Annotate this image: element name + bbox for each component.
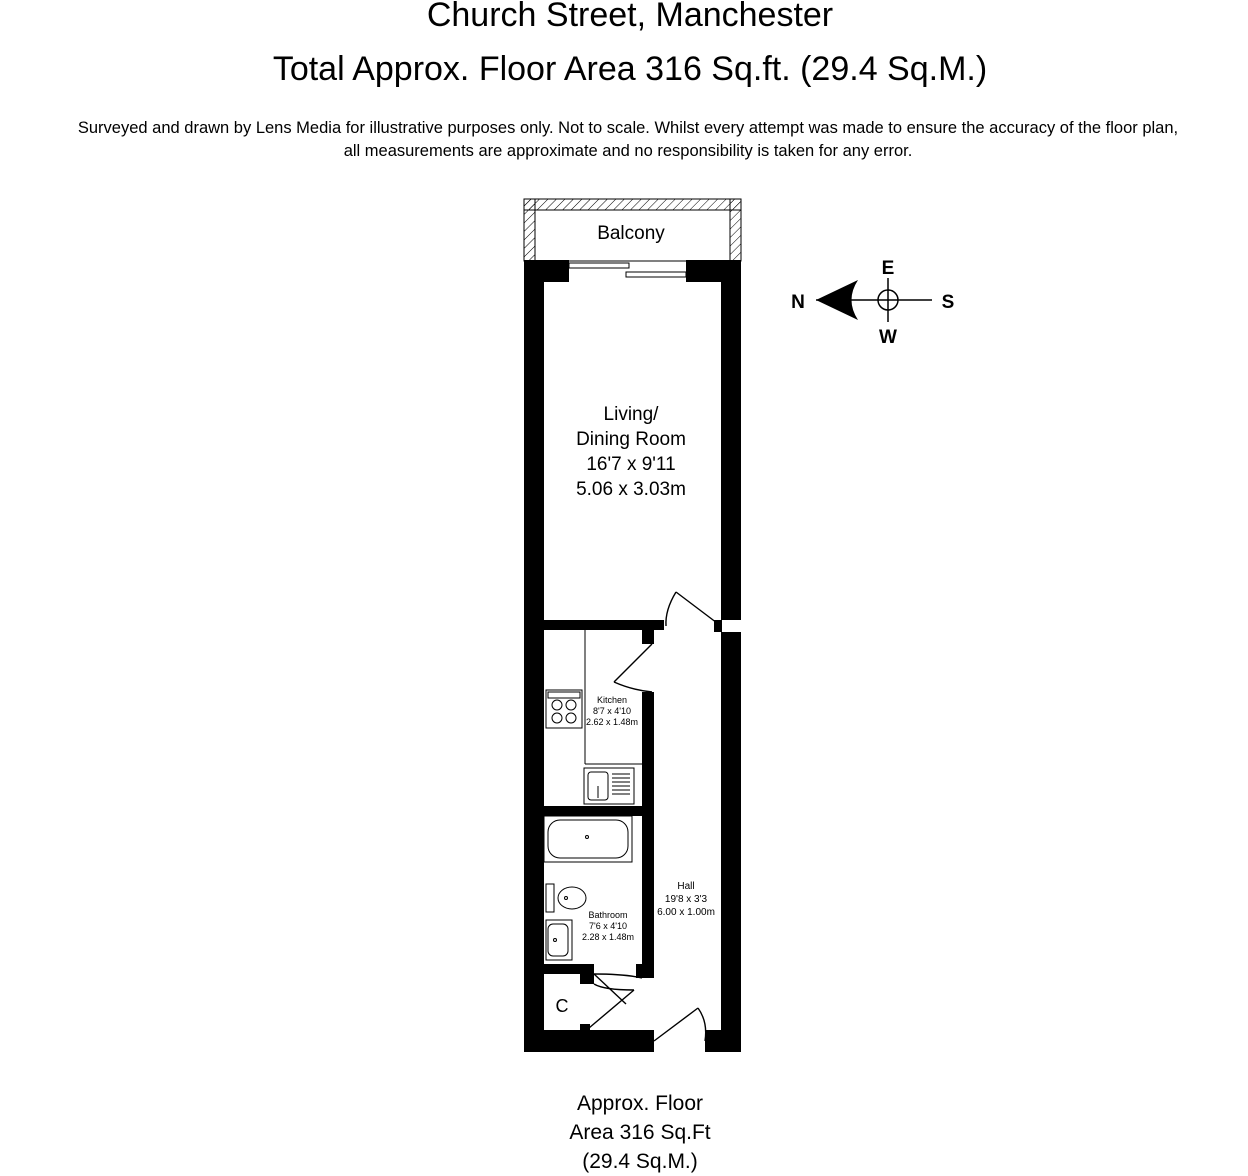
balcony xyxy=(524,199,741,261)
hall-dimensions-metric: 6.00 x 1.00m xyxy=(657,907,715,918)
bathroom-dimensions-metric: 2.28 x 1.48m xyxy=(581,932,635,942)
hob-icon xyxy=(546,690,582,728)
footer-area-line-1: Approx. Floor xyxy=(576,1092,704,1115)
kitchen-label: Kitchen xyxy=(596,695,628,705)
balcony-railing-top xyxy=(524,199,741,210)
footer-area-line-3: (29.4 Sq.M.) xyxy=(582,1150,698,1173)
living-room-dimensions-imperial: 16'7 x 9'11 xyxy=(586,454,676,475)
living-room-dimensions-metric: 5.06 x 3.03m xyxy=(576,479,686,500)
living-room-label-2: Dining Room xyxy=(576,429,686,450)
entrance-door-swing xyxy=(698,1008,706,1041)
compass-east-label: E xyxy=(881,258,895,279)
compass-north-label: N xyxy=(791,292,805,313)
kitchen-dimensions-imperial: 8'7 x 4'10 xyxy=(593,706,631,716)
interior-walls xyxy=(544,620,722,1032)
bathtub-icon xyxy=(544,816,632,862)
hall-label: Hall xyxy=(677,881,695,892)
compass-west-label: W xyxy=(879,327,897,348)
living-door-leaf xyxy=(676,592,721,626)
kitchen-door-swing xyxy=(614,682,652,692)
cupboard-label: C xyxy=(555,996,569,1016)
sink-icon xyxy=(584,768,634,804)
compass-south-label: S xyxy=(941,292,955,313)
page-title: Church Street, Manchester xyxy=(426,0,834,34)
living-door-swing xyxy=(666,592,676,626)
disclaimer-line-1: Surveyed and drawn by Lens Media for illustrative purposes only. Not to scale. Whilst every attempt was made to ensure the accuracy of the floor plan, xyxy=(77,119,1179,137)
balcony-railing-right xyxy=(730,199,741,261)
living-room-label: Living/ xyxy=(603,404,659,425)
sliding-door xyxy=(569,263,686,277)
balcony-label: Balcony xyxy=(597,223,665,244)
basin-icon xyxy=(546,920,572,960)
total-floor-area-heading: Total Approx. Floor Area 316 Sq.ft. (29.4 Sq.M.) xyxy=(272,50,988,88)
bathroom-label: Bathroom xyxy=(588,910,628,920)
entrance-door-leaf xyxy=(654,1008,698,1041)
toilet-icon xyxy=(546,884,586,912)
room-labels xyxy=(556,404,715,1016)
kitchen-door-leaf xyxy=(614,644,652,682)
bathroom-dimensions-imperial: 7'6 x 4'10 xyxy=(589,921,627,931)
disclaimer-line-2: all measurements are approximate and no responsibility is taken for any error. xyxy=(343,142,913,160)
balcony-railing-left xyxy=(524,199,535,261)
kitchen-dimensions-metric: 2.62 x 1.48m xyxy=(585,717,639,727)
footer-area-line-2: Area 316 Sq.Ft xyxy=(569,1121,711,1144)
compass-icon xyxy=(791,258,954,348)
hall-dimensions-imperial: 19'8 x 3'3 xyxy=(664,894,708,905)
